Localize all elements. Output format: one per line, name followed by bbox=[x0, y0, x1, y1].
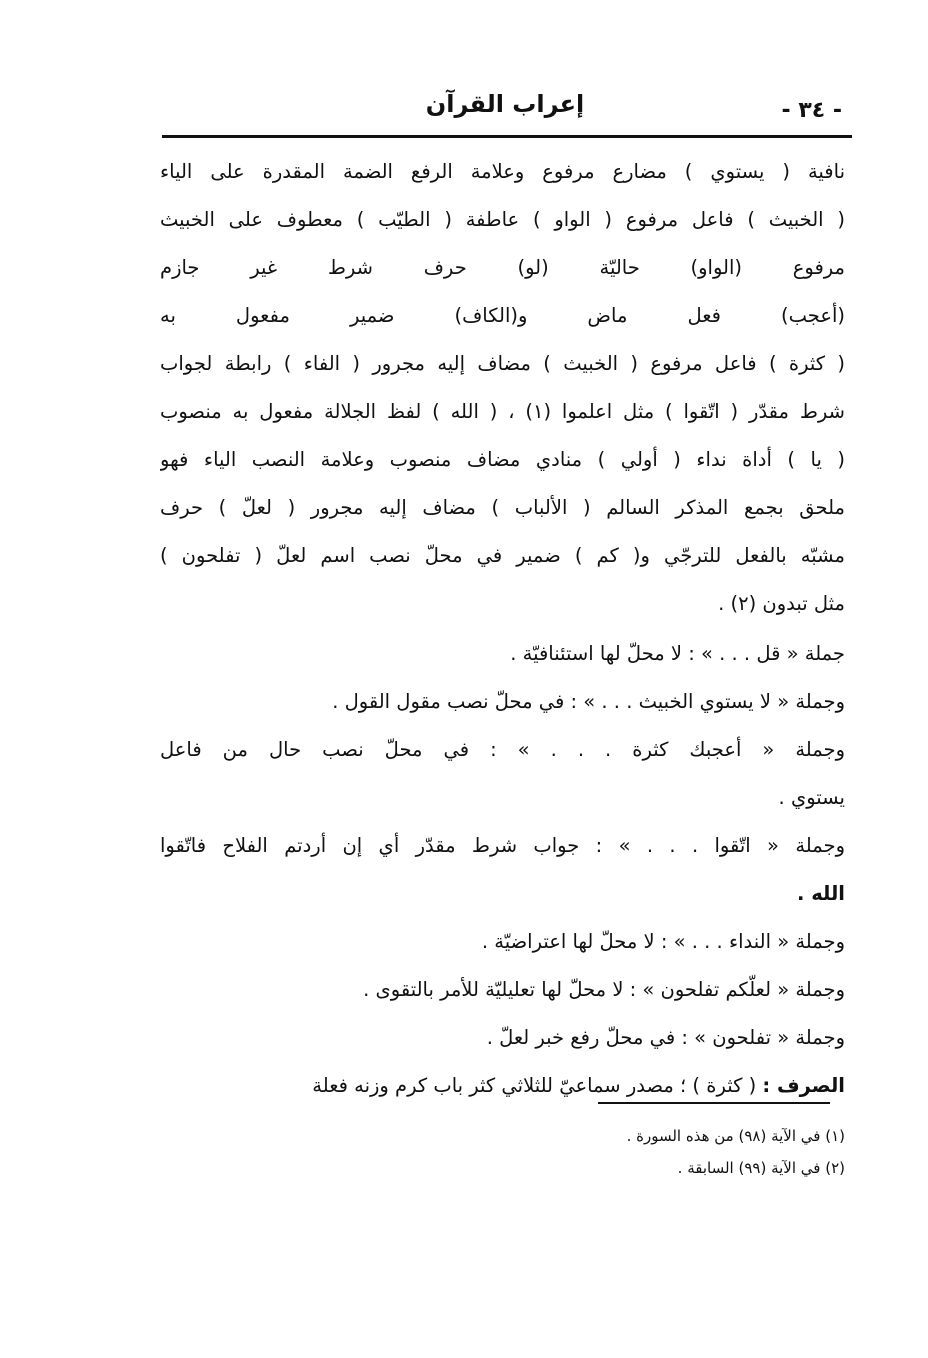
sarf-text: ( كثرة ) ؛ مصدر سماعيّ للثلاثي كثر باب كرم وزنه فعلة bbox=[312, 1074, 757, 1097]
sentence-line: الله . bbox=[797, 882, 845, 905]
sentence-line: جملة « قل . . . » : لا محلّ لها استئنافيّة . bbox=[510, 642, 845, 665]
body-text bbox=[160, 148, 845, 1110]
text-line: (أعجب) فعل ماض و(الكاف) ضمير مفعول به bbox=[160, 304, 845, 327]
sentence-line: يستوي . bbox=[778, 786, 845, 809]
text-line: مثل تبدون (٢) . bbox=[718, 592, 845, 615]
sarf-label: الصرف : bbox=[762, 1074, 845, 1097]
text-line: ( يا ) أداة نداء ( أولي ) منادي مضاف منصوب وعلامة النصب الياء فهو bbox=[160, 448, 845, 471]
sentence-line: وجملة « لا يستوي الخبيث . . . » : في محلّ نصب مقول القول . bbox=[332, 690, 845, 713]
header-rule bbox=[162, 135, 852, 138]
page-number: - ٣٤ - bbox=[781, 98, 842, 123]
book-title: إعراب القرآن bbox=[425, 90, 585, 118]
text-line: شرط مقدّر ( اتّقوا ) مثل اعلموا (١) ، ( الله ) لفظ الجلالة مفعول به منصوب bbox=[160, 400, 845, 423]
footnotes bbox=[160, 1120, 845, 1184]
text-line: ملحق بجمع المذكر السالم ( الألباب ) مضاف إليه مجرور ( لعلّ ) حرف bbox=[160, 496, 845, 519]
text-line: مرفوع (الواو) حاليّة (لو) حرف شرط غير جازم bbox=[160, 256, 845, 279]
footnote-rule bbox=[598, 1102, 830, 1104]
sentence-line: وجملة « النداء . . . » : لا محلّ لها اعتراضيّة . bbox=[481, 930, 845, 953]
text-line: نافية ( يستوي ) مضارع مرفوع وعلامة الرفع الضمة المقدرة على الياء bbox=[160, 160, 845, 183]
sentence-line: وجملة « لعلّكم تفلحون » : لا محلّ لها تعليليّة للأمر بالتقوى . bbox=[363, 978, 845, 1001]
text-line: مشبّه بالفعل للترجّي و( كم ) ضمير في محلّ نصب اسم لعلّ ( تفلحون ) bbox=[160, 544, 845, 567]
footnote: (١) في الآية (٩٨) من هذه السورة . bbox=[626, 1127, 845, 1145]
running-head bbox=[160, 88, 850, 128]
sentence-line: وجملة « أعجبك كثرة . . . » : في محلّ نصب حال من فاعل bbox=[160, 738, 845, 761]
footnote: (٢) في الآية (٩٩) السابقة . bbox=[677, 1159, 845, 1177]
sentence-line: وجملة « اتّقوا . . . » : جواب شرط مقدّر أي إن أردتم الفلاح فاتّقوا bbox=[160, 834, 845, 857]
text-line: ( الخبيث ) فاعل مرفوع ( الواو ) عاطفة ( الطيّب ) معطوف على الخبيث bbox=[160, 208, 845, 231]
text-line: ( كثرة ) فاعل مرفوع ( الخبيث ) مضاف إليه مجرور ( الفاء ) رابطة لجواب bbox=[160, 352, 845, 375]
sentence-line: وجملة « تفلحون » : في محلّ رفع خبر لعلّ . bbox=[486, 1026, 845, 1049]
